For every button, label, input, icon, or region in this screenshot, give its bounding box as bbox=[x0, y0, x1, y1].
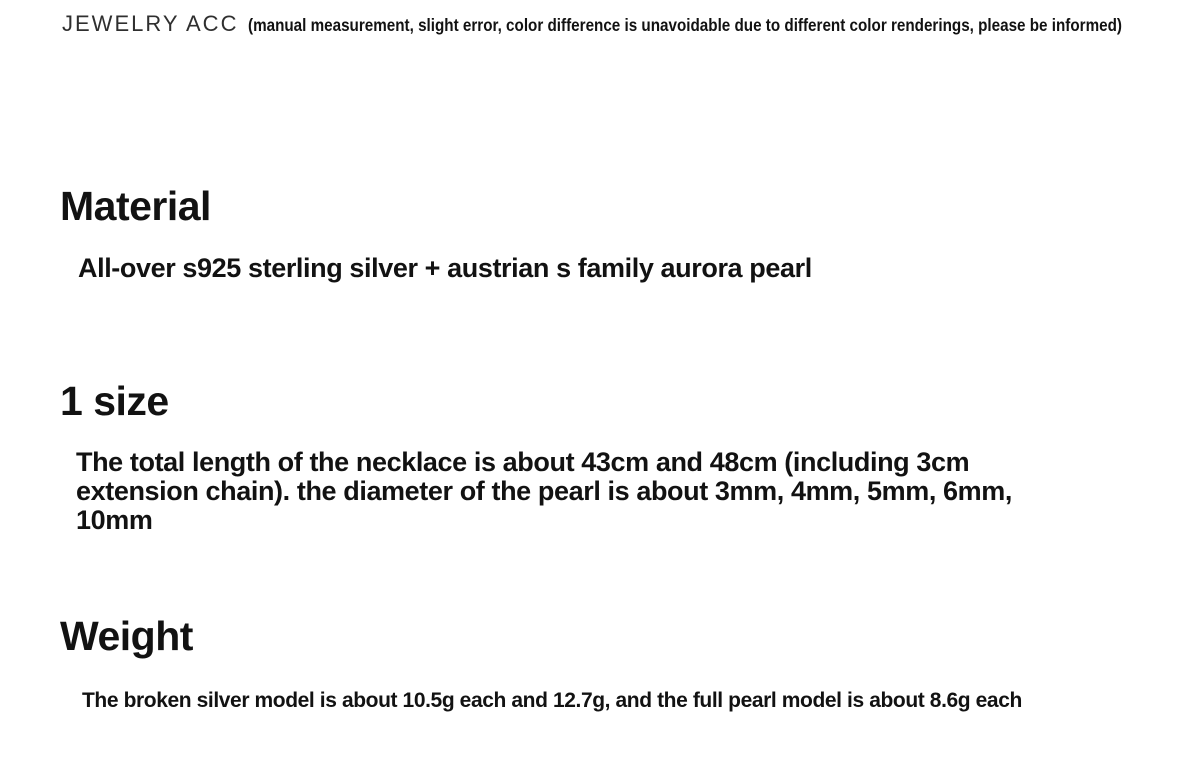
size-description-line-2: extension chain). the diameter of the pearl is about 3mm, 4mm, 5mm, 6mm, bbox=[76, 476, 1012, 506]
size-description bbox=[76, 448, 1012, 535]
size-description-line-3: 10mm bbox=[76, 505, 153, 535]
measurement-disclaimer: (manual measurement, slight error, color difference is unavoidable due to different color renderings, please be informed) bbox=[248, 15, 1122, 35]
size-description-line-1: The total length of the necklace is about 43cm and 48cm (including 3cm bbox=[76, 447, 970, 477]
weight-section-heading: Weight bbox=[60, 613, 193, 659]
material-description: All-over s925 sterling silver + austrian s family aurora pearl bbox=[78, 253, 812, 283]
brand-logo: JEWELRY ACC bbox=[62, 11, 239, 36]
weight-description: The broken silver model is about 10.5g each and 12.7g, and the full pearl model is about 8.6g each bbox=[82, 689, 1022, 712]
material-section-heading: Material bbox=[60, 183, 211, 229]
size-section-heading: 1 size bbox=[60, 378, 169, 424]
